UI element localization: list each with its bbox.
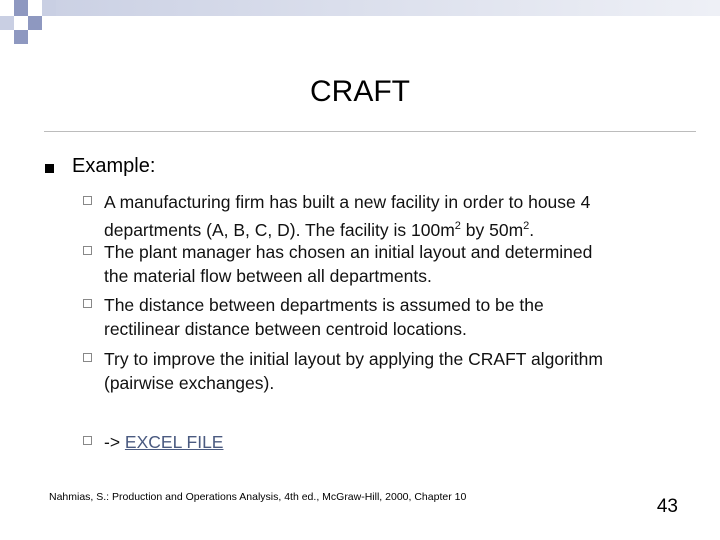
title-divider — [44, 131, 696, 132]
link-arrow: -> — [104, 432, 125, 452]
page-number: 43 — [656, 496, 678, 517]
sub-bullet-1-line-1: A manufacturing firm has built a new facility in order to house 4 — [104, 192, 591, 212]
reference-footnote: Nahmias, S.: Production and Operations Analysis, 4th ed., McGraw-Hill, 2000, Chapter 10 — [49, 491, 467, 503]
bullet-example: Example: — [72, 155, 156, 177]
sub-bullet-1-line-2: departments (A, B, C, D). The facility is $100m^2$ by $50m^2$. — [104, 219, 535, 240]
sub-bullet-3-line-1: The distance between departments is assumed to be the — [104, 295, 544, 315]
sub-bullet-3-line-2: rectilinear distance between centroid locations. — [104, 319, 467, 339]
sub-bullet-4-line-1: Try to improve the initial layout by applying the CRAFT algorithm — [104, 349, 603, 369]
checkbox-bullet-icon — [83, 353, 92, 362]
sub-bullet-2-line-2: the material flow between all departments. — [104, 266, 432, 286]
checkbox-bullet-icon — [83, 196, 92, 205]
sub-bullet-4-line-2: (pairwise exchanges). — [104, 373, 275, 393]
square-bullet-icon — [45, 164, 54, 173]
excel-link-line — [104, 430, 694, 454]
checkbox-bullet-icon — [83, 299, 92, 308]
sub-bullet-2-line-1: The plant manager has chosen an initial layout and determined — [104, 242, 593, 262]
checkbox-bullet-icon — [83, 246, 92, 255]
excel-file-link[interactable]: EXCEL FILE — [124, 432, 224, 452]
checkbox-bullet-icon — [83, 436, 92, 445]
slide-title: CRAFT — [310, 75, 410, 108]
header-checker-decoration — [0, 0, 720, 44]
